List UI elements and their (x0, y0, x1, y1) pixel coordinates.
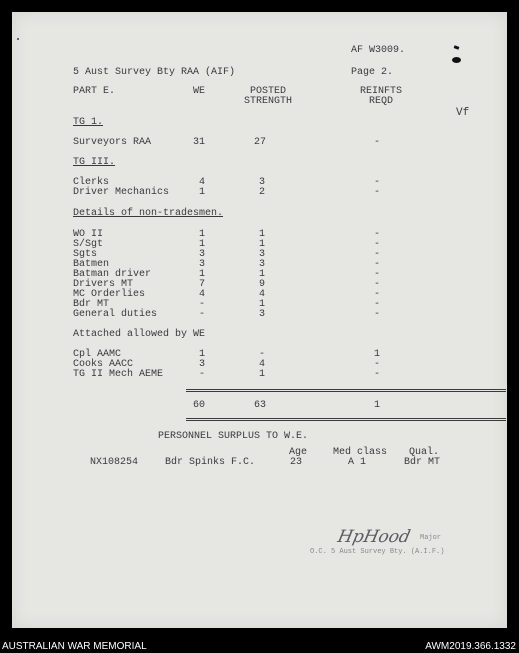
totals-rule-top-double (186, 391, 506, 392)
surplus-med-label: Med class (333, 447, 388, 458)
row-posted: 3 (259, 177, 266, 188)
row-we: 1 (199, 349, 206, 360)
row-reqd: - (374, 279, 381, 290)
row-posted: 4 (259, 359, 266, 370)
total-posted: 63 (254, 400, 267, 411)
pin-hole (17, 38, 19, 40)
surplus-qual-label: Qual. (409, 447, 440, 458)
margin-note: Vf (456, 107, 470, 119)
surplus-age-label: Age (289, 447, 308, 458)
row-name: Batman driver (73, 269, 152, 280)
row-reqd: - (374, 137, 381, 148)
row-name: General duties (73, 309, 158, 320)
row-reqd: - (374, 259, 381, 270)
row-we: 1 (199, 269, 206, 280)
row-name: MC Orderlies (73, 289, 146, 300)
row-we: 1 (199, 229, 206, 240)
row-name: Cpl AAMC (73, 349, 122, 360)
row-reqd: - (374, 239, 381, 250)
unit-name: 5 Aust Survey Bty RAA (AIF) (73, 67, 236, 78)
row-reqd: - (374, 249, 381, 260)
totals-rule-bottom-double (186, 420, 506, 421)
row-reqd: 1 (374, 349, 381, 360)
row-we: 3 (199, 249, 206, 260)
total-we: 60 (193, 400, 206, 411)
row-we: 4 (199, 177, 206, 188)
footer-credit: AUSTRALIAN WAR MEMORIAL (2, 641, 147, 652)
surplus-number: NX108254 (90, 457, 139, 468)
row-reqd: - (374, 299, 381, 310)
surplus-name: Bdr Spinks F.C. (165, 457, 256, 468)
total-reqd: 1 (374, 400, 381, 411)
row-posted: 1 (259, 239, 266, 250)
row-name: Clerks (73, 177, 110, 188)
row-reqd: - (374, 359, 381, 370)
row-reqd: - (374, 369, 381, 380)
row-name: WO II (73, 229, 104, 240)
col-we: WE (193, 86, 206, 97)
row-name: Batmen (73, 259, 110, 270)
col-part: PART E. (73, 86, 116, 97)
row-we: 7 (199, 279, 206, 290)
row-we: 4 (199, 289, 206, 300)
signature-role: O.C. 5 Aust Survey Bty. (A.I.F.) (310, 548, 445, 556)
row-posted: 4 (259, 289, 266, 300)
section-title: TG III. (73, 157, 116, 168)
page-number: Page 2. (351, 67, 394, 78)
row-we: 1 (199, 239, 206, 250)
row-posted: 3 (259, 309, 266, 320)
row-name: Drivers MT (73, 279, 134, 290)
signature: HpHood (335, 527, 413, 547)
row-we: - (199, 369, 206, 380)
row-posted: 2 (259, 187, 266, 198)
row-posted: 27 (254, 137, 267, 148)
footer-accession: AWM2019.366.1332 (425, 641, 516, 652)
row-posted: 9 (259, 279, 266, 290)
totals-rule-bottom (186, 418, 506, 419)
row-name: Surveyors RAA (73, 137, 152, 148)
col-posted-2: STRENGTH (243, 96, 292, 107)
row-reqd: - (374, 269, 381, 280)
row-we: - (199, 299, 206, 310)
signature-rank: Major (420, 534, 442, 542)
row-reqd: - (374, 309, 381, 320)
row-name: Driver Mechanics (73, 187, 170, 198)
row-reqd: - (374, 177, 381, 188)
surplus-title: PERSONNEL SURPLUS TO W.E. (158, 431, 309, 442)
row-posted: 1 (259, 299, 266, 310)
row-reqd: - (374, 229, 381, 240)
row-we: 1 (199, 187, 206, 198)
section-title: TG 1. (73, 117, 104, 128)
col-reinf-2: REQD (368, 96, 393, 107)
totals-rule-top (186, 389, 506, 390)
surplus-qual: Bdr MT (404, 457, 441, 468)
row-posted: 1 (259, 369, 266, 380)
row-posted: 3 (259, 249, 266, 260)
row-reqd: - (374, 289, 381, 300)
row-name: Cooks AACC (73, 359, 134, 370)
form-number: AF W3009. (351, 45, 406, 56)
row-name: Sgts (73, 249, 98, 260)
row-posted: 1 (259, 269, 266, 280)
row-we: 3 (199, 359, 206, 370)
row-name: S/Sgt (73, 239, 104, 250)
ink-mark (452, 57, 461, 63)
row-posted: 1 (259, 229, 266, 240)
row-we: 3 (199, 259, 206, 270)
col-posted-1: POSTED (249, 86, 286, 97)
surplus-med: A 1 (348, 457, 367, 468)
row-we: - (199, 309, 206, 320)
row-name: TG II Mech AEME (73, 369, 164, 380)
surplus-age: 23 (290, 457, 303, 468)
section-title: Attached allowed by WE (73, 329, 206, 340)
row-reqd: - (374, 187, 381, 198)
row-we: 31 (193, 137, 206, 148)
section-title: Details of non-tradesmen. (73, 208, 224, 219)
row-posted: - (259, 349, 266, 360)
row-name: Bdr MT (73, 299, 110, 310)
col-reinf-1: REINFTS (359, 86, 402, 97)
row-posted: 3 (259, 259, 266, 270)
